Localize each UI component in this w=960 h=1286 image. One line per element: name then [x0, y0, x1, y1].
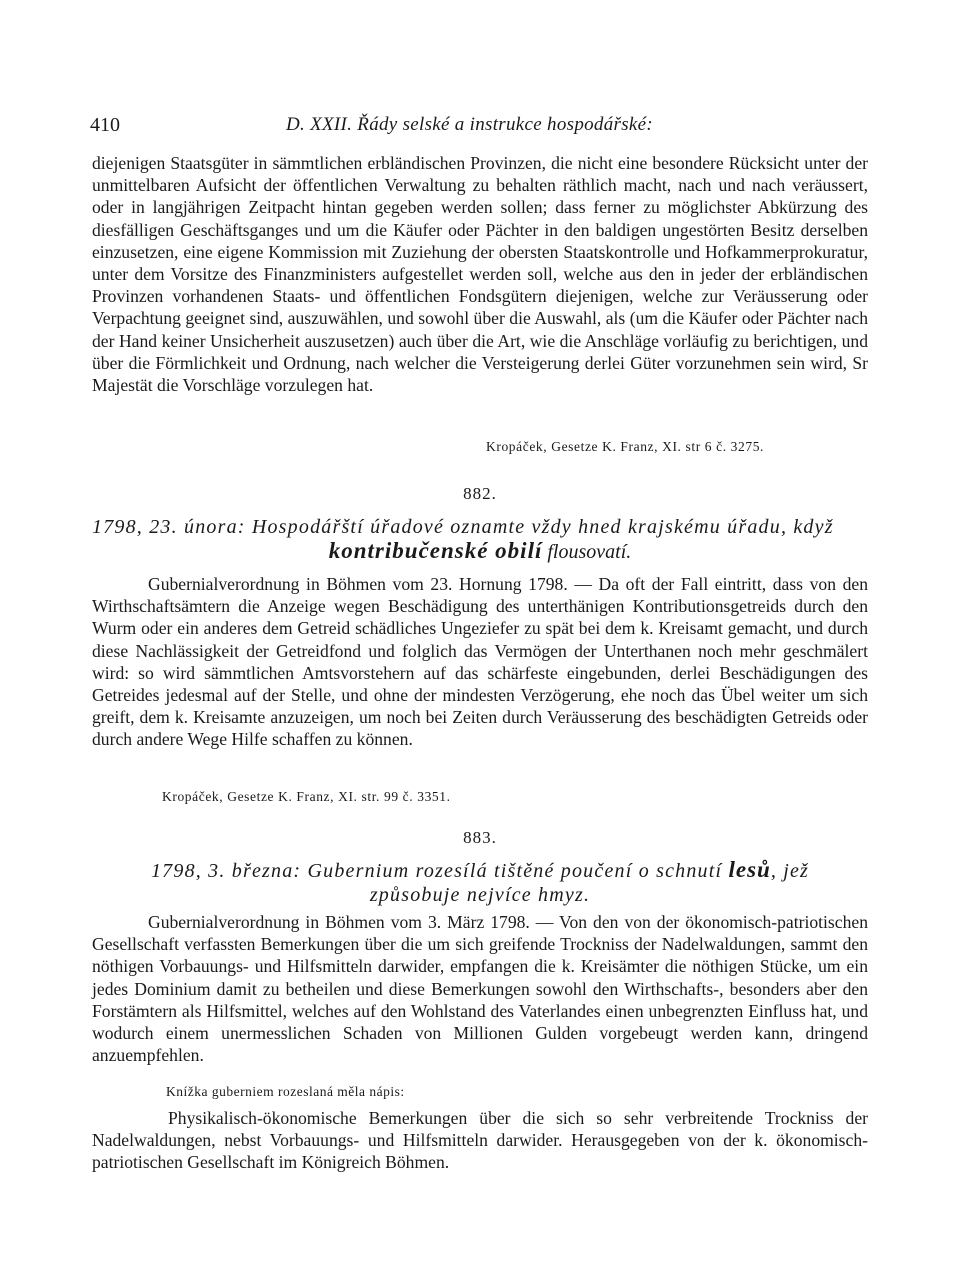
- emphasized-term: lesů: [728, 857, 771, 882]
- page-header: [90, 114, 870, 140]
- section-title-line: [92, 858, 868, 883]
- page-number: 410: [90, 114, 120, 136]
- section-body: Gubernialverordnung in Böhmen vom 3. März 1798. — Von den von der ökonomisch-patriotischen Gesellschaft verfassten Bemerkungen über die um sich greifende Trockniss der Nadelwaldungen, sammt den nöthigen Vorbauungs- und Hilfsmitteln darwider, empfangen die k. Kreisämter die nöthigen Stücke, um ein jedes Dominium damit zu betheilen und diese Bemerkungen sowohl den Wirthschafts-, besonders aber den Forstämtern als Hilfsmittel, welches auf den Wohlstand des Vaterlandes einen unbegrenzten Einfluss hat, und wodurch einem unermesslichen Schaden von Millionen Gulden vorgebeugt werden kann, dringend anzuempfehlen.: [92, 912, 868, 1066]
- emphasized-term: kontribučenské obilí: [328, 538, 543, 563]
- section-body: Gubernialverordnung in Böhmen vom 23. Hornung 1798. — Da oft der Fall eintritt, dass von den Wirthschaftsämtern die Anzeige wegen Beschädigung des unterthänigen Kontributionsgetreids durch den Wurm oder ein anderes dem Getreid schädliches Ungeziefer zu spät bei dem k. Kreisamt gemacht, und durch diese Nachlässigkeit der Getreidfond und folglich das Vermögen der Unterthanen noch mehr geschmälert wird: so wird sämmtlichen Amtsvorstehern auf das schärfeste eingebunden, derlei Beschädigungen des Getreides jedesmal auf der Stelle, und ohne der mindesten Verzögerung, ehe noch das Übel weiter um sich greift, dem k. Kreisamte anzuzeigen, um noch bei Zeiten durch Veräusserung des beschädigten Getreids oder durch andere Wege Hilfe schaffen zu können.: [92, 574, 868, 750]
- section-title-rest: flousovatí.: [547, 541, 632, 563]
- quoted-title: Physikalisch-ökonomische Bemerkungen über die sich so sehr verbreitende Trockniss der Nadelwaldungen, nebst Vorbauungs- und Hilfsmitteln darwider. Herausgegeben von der k. ökonomisch- patriotischen Gesellschaft im Königreich Böhmen.: [92, 1108, 868, 1173]
- section-title: [92, 858, 868, 907]
- section-title-rest: , jež: [770, 860, 810, 882]
- section-title-line: 1798, 23. února: Hospodářští úřadové oznamte vždy hned krajskému úřadu, když: [92, 516, 834, 538]
- note-text: Knížka guberniem rozeslaná měla nápis:: [166, 1084, 405, 1099]
- paragraph-continuation: diejenigen Staatsgüter in sämmtlichen erbländischen Provinzen, die nicht eine besondere Rücksicht unter der unmittelbaren Aufsicht der öffentlichen Verwaltung zu behalten räthlich macht, nach und nach veräussert, oder in langjährigen Zeitpacht hintan gegeben werden sollen; dass ferner zu möglichster Abkürzung des diesfälligen Geschäftsganges und um die Käufer oder Pächter in den baldigen ungestörten Besitz derselben einzusetzen, eine eigene Kommission mit Zuziehung der obersten Staatskontrolle und Hofkammerprokuratur, unter dem Vorsitze des Finanzministers aufgestellet werden soll, welche aus den in jeder der erbländischen Provinzen vorhandenen Staats- und öffentlichen Fondsgütern diejenigen, welche zur Veräusserung oder Verpachtung geeignet sind, auszuwählen, und sowohl über die Auswahl, als (um die Käufer oder Pächter nach der Hand keiner Unsicherheit auszusetzen) auch über die Art, wie die Anschläge vorläufig zu berichtigen, und über die Förmlichkeit und Ordnung, nach welcher die Versteigerung derlei Güter vorzunehmen sein wird, Sr Majestät die Vorschläge vorzulegen hat.: [92, 153, 868, 396]
- section-title-line: [92, 539, 868, 564]
- source-citation: Kropáček, Gesetze K. Franz, XI. str 6 č. 3275.: [486, 439, 765, 454]
- section-number: 882.: [463, 484, 497, 503]
- section-title-line: způsobuje nejvíce hmyz.: [369, 884, 591, 906]
- section-title: [92, 515, 868, 564]
- source-citation: Kropáček, Gesetze K. Franz, XI. str. 99 č. 3351.: [162, 789, 451, 804]
- running-title: D. XXII. Řády selské a instrukce hospodářské:: [286, 114, 654, 135]
- section-title-text: 1798, 3. března: Gubernium rozesílá tištěné poučení o schnutí: [150, 860, 723, 882]
- section-number: 883.: [463, 828, 497, 847]
